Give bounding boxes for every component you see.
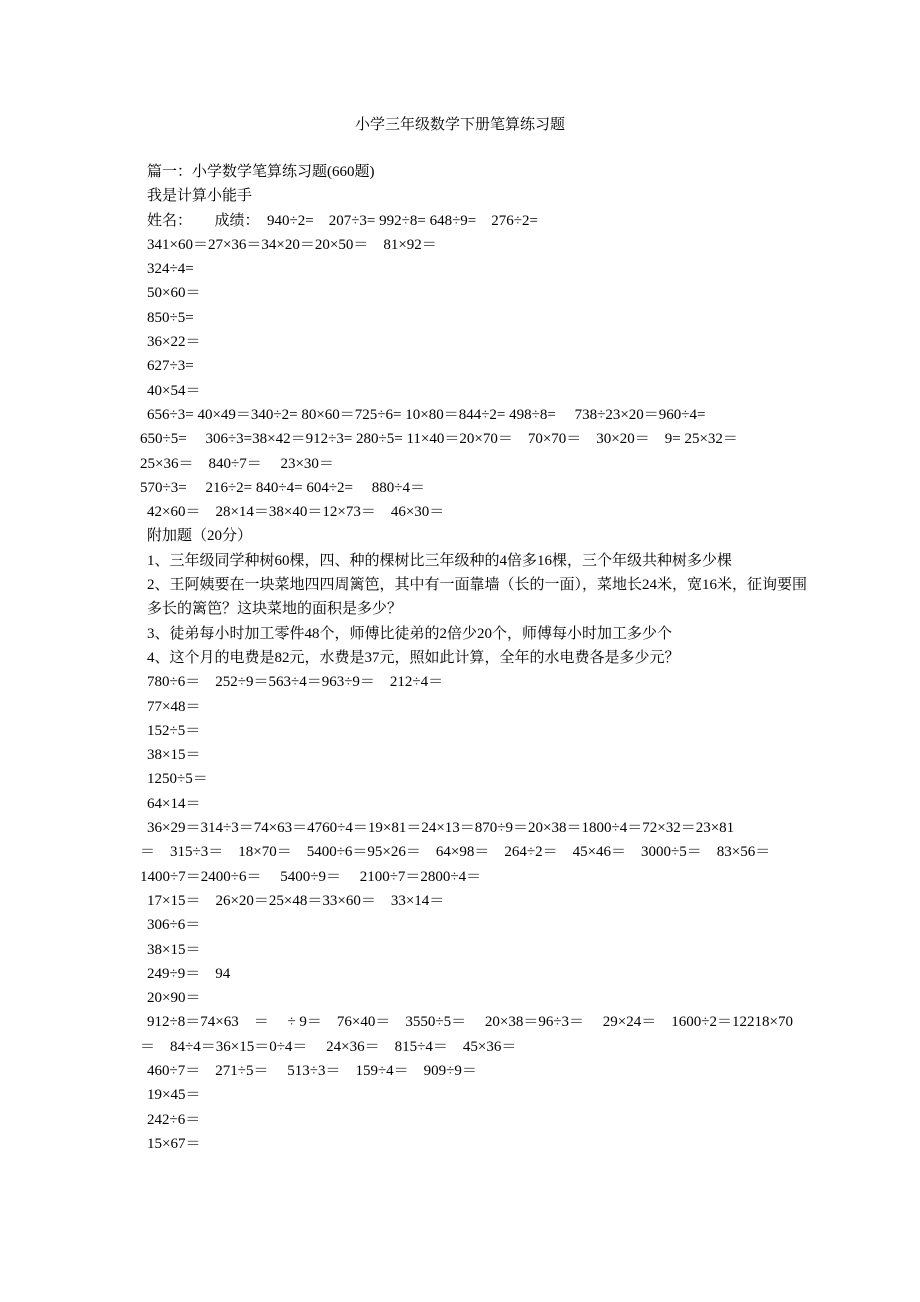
text-line: 1400÷7＝2400÷6＝ 5400÷9＝ 2100÷7＝2800÷4＝: [140, 868, 482, 885]
text-line: 77×48＝: [147, 698, 201, 715]
text-line: 324÷4=: [147, 261, 194, 278]
text-line: 152÷5＝: [147, 722, 201, 739]
text-line: 40×54＝: [147, 382, 201, 399]
text-line: 15×67＝: [147, 1135, 201, 1152]
text-line: 460÷7＝ 271÷5＝ 513÷3＝ 159÷4＝ 909÷9＝: [147, 1062, 477, 1079]
text-line: 42×60＝ 28×14＝38×40＝12×73＝ 46×30＝: [147, 504, 445, 521]
page-title: 小学三年级数学下册笔算练习题: [354, 117, 565, 133]
document-body: [140, 160, 810, 1156]
text-line: 50×60＝: [147, 285, 201, 302]
text-line: 306÷6＝: [147, 917, 201, 934]
text-line: 38×15＝: [147, 747, 201, 764]
text-line: 656÷3= 40×49＝340÷2= 80×60＝725÷6= 10×80＝844÷2= 498÷8= 738÷23×20＝960÷4=: [147, 406, 706, 423]
text-line: 姓名： 成绩： 940÷2= 207÷3= 992÷8= 648÷9= 276÷2=: [147, 212, 538, 229]
text-line: ＝ 84÷4＝36×15＝0÷4＝ 24×36＝ 815÷4＝ 45×36＝: [140, 1038, 517, 1055]
text-line: 912÷8＝74×63 ＝ ÷ 9＝ 76×40＝ 3550÷5＝ 20×38＝96÷3＝ 29×24＝ 1600÷2＝12218×70: [147, 1014, 793, 1031]
text-line: 2、王阿姨要在一块菜地四四周篱笆，其中有一面靠墙（长的一面），菜地长24米，宽16米，征询要围多长的篱笆？这块菜地的面积是多少？: [147, 577, 808, 618]
text-line: 19×45＝: [147, 1087, 201, 1104]
text-line: 17×15＝ 26×20＝25×48＝33×60＝ 33×14＝: [147, 892, 445, 909]
text-line: ＝ 315÷3＝ 18×70＝ 5400÷6＝95×26＝ 64×98＝ 264÷2＝ 45×46＝ 3000÷5＝ 83×56＝: [140, 844, 771, 861]
text-line: 4、这个月的电费是82元，水费是37元，照如此计算，全年的水电费各是多少元？: [147, 649, 680, 666]
text-line: 3、徒弟每小时加工零件48个，师傅比徒弟的2倍少20个，师傅每小时加工多少个: [147, 625, 673, 642]
text-line: 38×15＝: [147, 941, 201, 958]
text-line: 篇一：小学数学笔算练习题(660题): [147, 164, 375, 180]
text-line: 附加题（20分）: [147, 528, 253, 545]
text-line: 780÷6＝ 252÷9＝563÷4＝963÷9＝ 212÷4＝: [147, 674, 444, 691]
text-line: 850÷5=: [147, 309, 194, 326]
text-line: 1、三年级同学种树60棵，四、种的棵树比三年级种的4倍多16棵，三个年级共种树多少棵: [147, 552, 733, 569]
text-line: 36×22＝: [147, 334, 201, 351]
text-line: 我是计算小能手: [147, 188, 253, 205]
text-line: 1250÷5＝: [147, 771, 208, 788]
text-line: 341×60＝27×36＝34×20＝20×50＝ 81×92＝: [147, 236, 437, 253]
text-line: 570÷3= 216÷2= 840÷4= 604÷2= 880÷4＝: [140, 479, 426, 496]
text-line: 20×90＝: [147, 990, 201, 1007]
text-line: 650÷5= 306÷3=38×42＝912÷3= 280÷5= 11×40＝20×70＝ 70×70＝ 30×20＝ 9= 25×32＝: [140, 431, 738, 448]
text-line: 249÷9＝ 94: [147, 965, 231, 982]
text-line: 242÷6＝: [147, 1111, 201, 1128]
text-line: 36×29＝314÷3＝74×63＝4760÷4＝19×81＝24×13＝870÷9＝20×38＝1800÷4＝72×32＝23×81: [147, 820, 735, 837]
text-line: 627÷3=: [147, 358, 194, 375]
text-line: 25×36＝ 840÷7＝ 23×30＝: [140, 455, 334, 472]
text-line: 64×14＝: [147, 795, 201, 812]
